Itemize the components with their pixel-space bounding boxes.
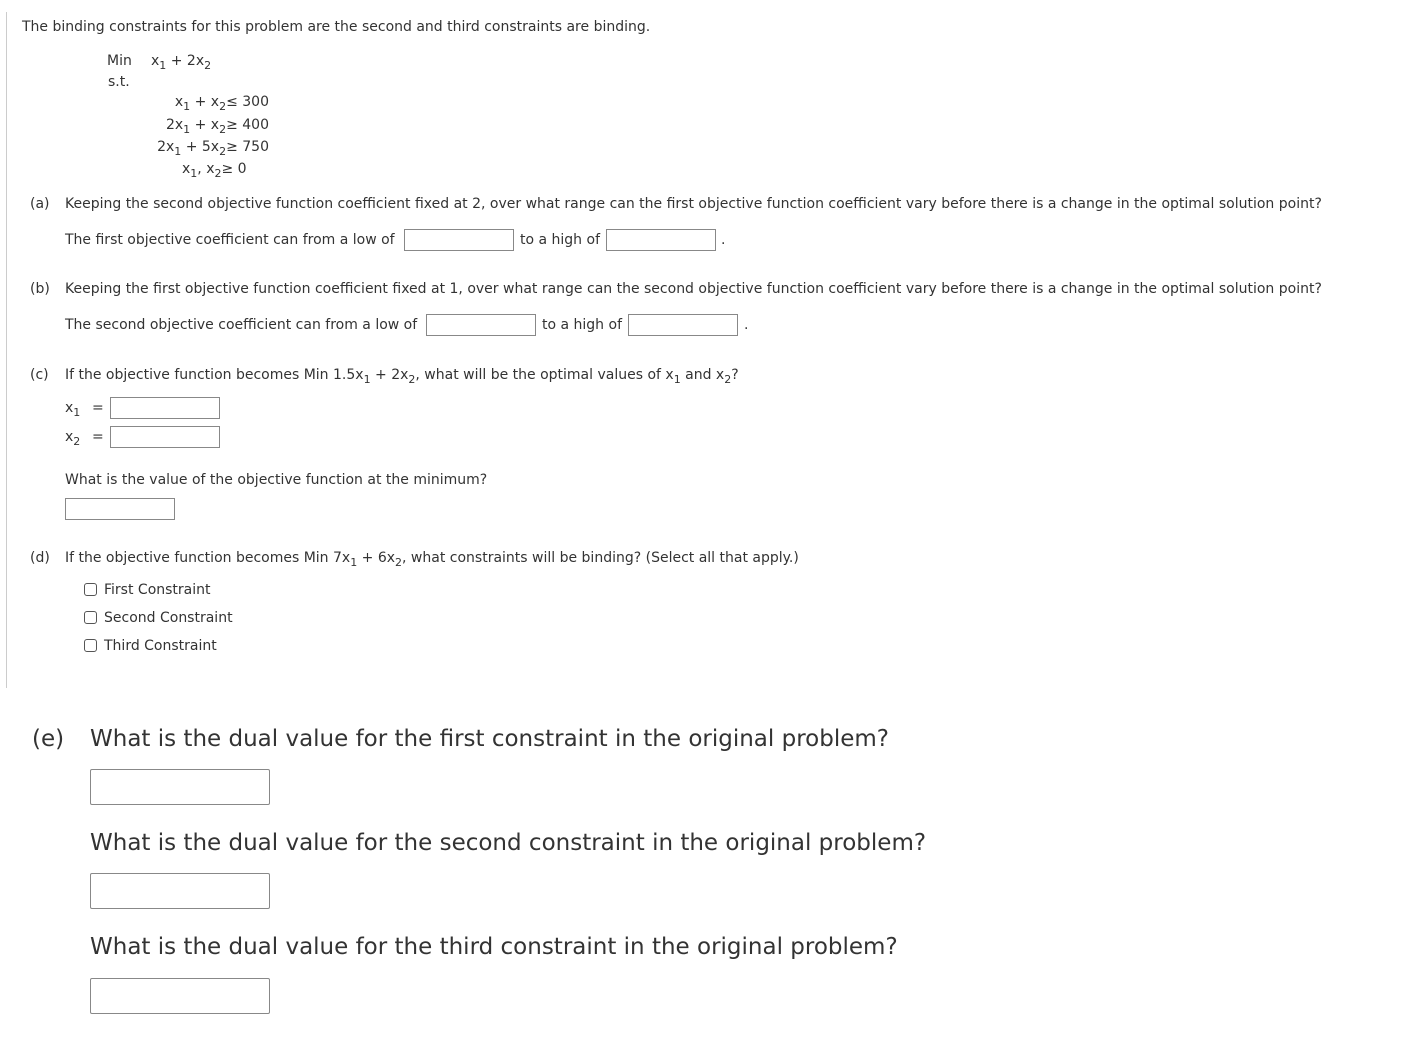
part-b-middle: to a high of: [542, 317, 623, 333]
part-b-low-input[interactable]: [426, 314, 536, 336]
part-d-label: (d): [30, 550, 50, 566]
part-a-middle: to a high of: [520, 232, 601, 248]
constraint-3: $2x_1 + 5x_2\ge 750$: [157, 139, 269, 158]
part-c-question: If the objective function becomes Min $1.5x_1 + 2x_2$, what will be the optimal values of $x_1$ and $x_2$?: [65, 367, 739, 386]
objective-value-question: What is the value of the objective function at the minimum?: [65, 472, 488, 488]
st-label: s.t.: [108, 74, 130, 90]
part-b-label: (b): [30, 281, 50, 297]
part-a-suffix: .: [721, 232, 726, 248]
x1-input[interactable]: [110, 397, 220, 419]
objective-value-input[interactable]: [65, 498, 175, 520]
x2-equals: =: [92, 429, 104, 445]
x2-label: $x_2$: [65, 429, 81, 448]
left-border: [6, 12, 7, 688]
part-b-prefix: The second objective coefficient can from a low of: [65, 317, 418, 333]
constraint-2: $2x_1 + x_2\ge 400$: [165, 117, 269, 136]
x2-input[interactable]: [110, 426, 220, 448]
min-label: Min: [107, 53, 132, 69]
constraint-1: $x_1 + x_2\le 300$: [174, 94, 269, 113]
part-a-label: (a): [30, 196, 50, 212]
intro-text: The binding constraints for this problem are the second and third constraints are binding.: [22, 19, 651, 35]
objective-function: $x_1 + 2x_2$: [151, 53, 212, 72]
part-a-question: Keeping the second objective function coefficient fixed at 2, over what range can the first objective function coefficient vary before there is a change in the optimal solution point?: [65, 196, 1322, 212]
first-constraint-label: First Constraint: [104, 582, 211, 598]
dual-value-1-question: What is the dual value for the first constraint in the original problem?: [90, 726, 889, 752]
part-d-question: If the objective function becomes Min $7x_1 + 6x_2$, what constraints will be binding? (Select all that apply.): [65, 550, 799, 569]
part-b-question: Keeping the first objective function coefficient fixed at 1, over what range can the second objective function coefficient vary before there is a change in the optimal solution point?: [65, 281, 1322, 297]
dual-value-3-input[interactable]: [90, 978, 270, 1014]
first-constraint-checkbox[interactable]: [84, 583, 97, 596]
third-constraint-checkbox[interactable]: [84, 639, 97, 652]
x1-label: $x_1$: [65, 400, 81, 419]
second-constraint-checkbox[interactable]: [84, 611, 97, 624]
dual-value-1-input[interactable]: [90, 769, 270, 805]
second-constraint-label: Second Constraint: [104, 610, 233, 626]
dual-value-2-input[interactable]: [90, 873, 270, 909]
part-b-suffix: .: [744, 317, 749, 333]
part-a-high-input[interactable]: [606, 229, 716, 251]
part-e-label: (e): [32, 726, 65, 752]
x1-equals: =: [92, 400, 104, 416]
nonnegativity-constraint: $x_1$, $x_2\ge 0$: [182, 161, 247, 180]
part-c-label: (c): [30, 367, 49, 383]
part-a-prefix: The first objective coefficient can from a low of: [65, 232, 395, 248]
dual-value-2-question: What is the dual value for the second constraint in the original problem?: [90, 830, 927, 856]
dual-value-3-question: What is the dual value for the third constraint in the original problem?: [90, 934, 898, 960]
part-b-high-input[interactable]: [628, 314, 738, 336]
third-constraint-label: Third Constraint: [104, 638, 217, 654]
part-a-low-input[interactable]: [404, 229, 514, 251]
